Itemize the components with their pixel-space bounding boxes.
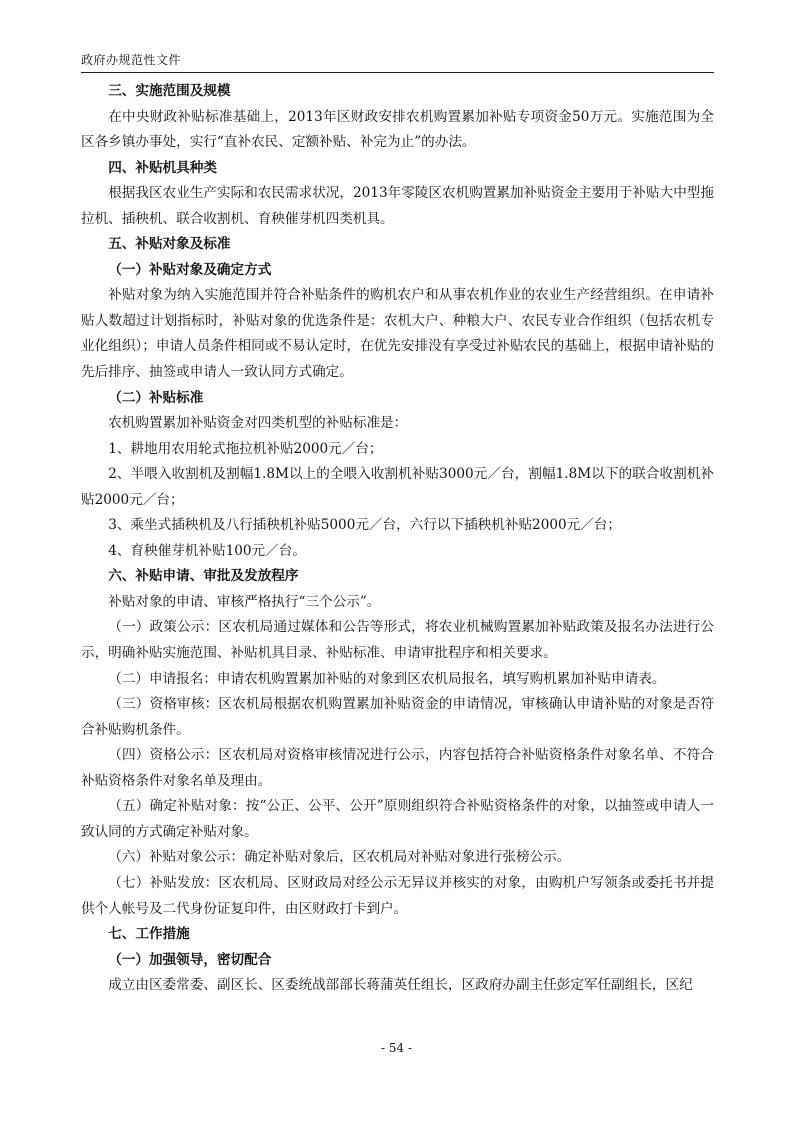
paragraph: 根据我区农业生产实际和农民需求状况，2013年零陵区农机购置累加补贴资金主要用于补贴大中型拖拉机、插秧机、联合收割机、育秧催芽机四类机具。 (81, 185, 714, 227)
subsection-heading: （二）补贴标准 (108, 389, 204, 406)
paragraph: （三）资格审核：区农机局根据农机购置累加补贴资金的申请情况，审核确认申请补贴的对象是否符合补贴购机条件。 (81, 696, 714, 738)
paragraph: （四）资格公示：区农机局对资格审核情况进行公示，内容包括符合补贴资格条件对象名单、不符合补贴资格条件对象名单及理由。 (81, 747, 714, 789)
paragraph: （六）补贴对象公示：确定补贴对象后，区农机局对补贴对象进行张榜公示。 (108, 849, 571, 866)
paragraph: （七）补贴发放：区农机局、区财政局对经公示无异议并核实的对象，由购机户写领条或委托书并提供个人帐号及二代身份证复印件，由区财政打卡到户。 (81, 874, 714, 917)
subsection-heading: （一）补贴对象及确定方式 (108, 261, 272, 278)
paragraph: 在中央财政补贴标准基础上，2013年区财政安排农机购置累加补贴专项资金50万元。实施范围为全区各乡镇办事处，实行“直补农民、定额补贴、补完为止”的办法。 (81, 108, 714, 151)
page-number: - 54 - (380, 1041, 412, 1055)
paragraph: 补贴对象为纳入实施范围并符合补贴条件的购机农户和从事农机作业的农业生产经营组织。在申请补贴人数超过计划指标时，补贴对象的优选条件是：农机大户、种粮大户、农民专业合作组织（包括农机专业化组织）；申请人员条件相同或不易认定时，在优先安排没有享受过补贴农民的基础上，根据申请补贴的先后排序、抽签或申请人一致认同方式确定。 (81, 287, 714, 381)
paragraph: 补贴对象的申请、审核严格执行“三个公示”。 (108, 593, 381, 610)
paragraph: 2、半喂入收割机及割幅1.8M以上的全喂入收割机补贴3000元／台，割幅1.8M以下的联合收割机补贴2000元／台； (81, 466, 714, 508)
document-body (81, 79, 714, 999)
page-header: 政府办规范性文件 (81, 53, 182, 67)
paragraph: （一）政策公示：区农机局通过媒体和公告等形式，将农业机械购置累加补贴政策及报名办法进行公示，明确补贴实施范围、补贴机具目录、补贴标准、申请审批程序和相关要求。 (81, 619, 714, 662)
paragraph: 成立由区委常委、副区长、区委统战部部长蒋蒲英任组长，区政府办副主任彭定军任副组长，区纪 (108, 977, 693, 994)
section-heading: 三、实施范围及规模 (108, 83, 231, 99)
paragraph: （二）申请报名：申请农机购置累加补贴的对象到区农机局报名，填写购机累加补贴申请表。 (108, 670, 666, 687)
paragraph: 3、乘坐式插秧机及八行插秧机补贴5000元／台，六行以下插秧机补贴2000元／台； (108, 517, 622, 534)
paragraph: （五）确定补贴对象：按“公正、公平、公开”原则组织符合补贴资格条件的对象，以抽签或申请人一致认同的方式确定补贴对象。 (81, 798, 714, 840)
section-heading: 七、工作措施 (108, 926, 190, 943)
section-heading: 六、补贴申请、审批及发放程序 (108, 568, 299, 585)
paragraph: 农机购置累加补贴资金对四类机型的补贴标准是： (108, 415, 408, 432)
paragraph: 4、育秧催芽机补贴100元／台。 (108, 542, 306, 559)
section-heading: 四、补贴机具种类 (108, 159, 217, 176)
subsection-heading: （一）加强领导，密切配合 (108, 951, 272, 968)
header-divider (81, 72, 714, 73)
paragraph: 1、耕地用农用轮式拖拉机补贴2000元／台； (108, 440, 383, 457)
section-heading: 五、补贴对象及标准 (108, 236, 231, 253)
